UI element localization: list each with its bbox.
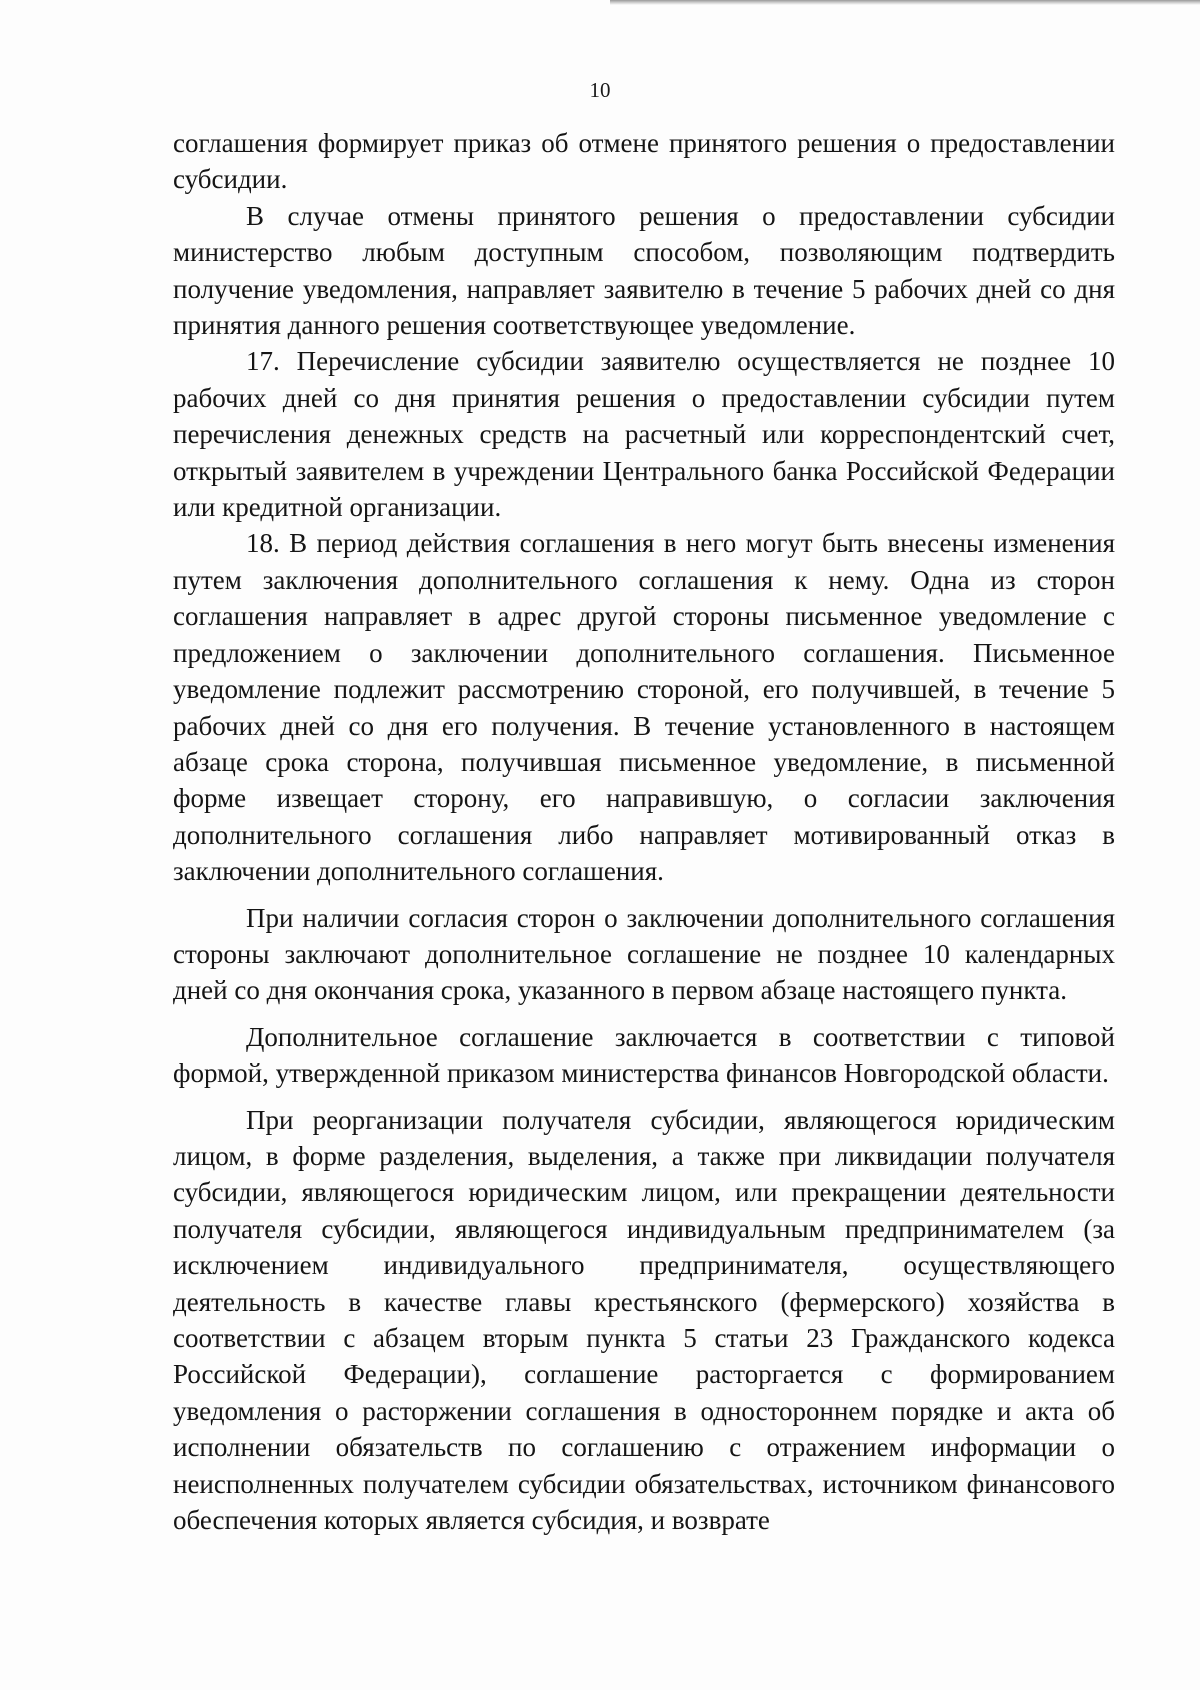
paragraph-clause-17: 17. Перечисление субсидии заявителю осуществляется не позднее 10 рабочих дней со дня принятия решения о предоставлении субсидии путем перечисления денежных средств на расчетный или корреспондентский счет, открытый заявителем в учреждении Центрального банка Российской Федерации или кредитной организации.: [173, 346, 1115, 523]
paragraph-clause-18: 18. В период действия соглашения в него могут быть внесены изменения путем заключения дополнительного соглашения к нему. Одна из сторон соглашения направляет в адрес другой стороны письменное уведомление с предложением о заключении дополнительного соглашения. Письменное уведомление подлежит рассмотрению стороной, его получившей, в течение 5 рабочих дней со дня его получения. В течение установленного в настоящем абзаце срока сторона, получившая письменное уведомление, в письменной форме извещает сторону, его направившую, о согласии заключения дополнительного соглашения либо направляет мотивированный отказ в заключении дополнительного соглашения.: [173, 528, 1115, 887]
document-body: [173, 125, 1115, 1538]
paragraph-cancellation-notice: В случае отмены принятого решения о предоставлении субсидии министерство любым доступным способом, позволяющим подтвердить получение уведомления, направляет заявителю в течение 5 рабочих дней со дня принятия данного решения соответствующее уведомление.: [173, 200, 1115, 341]
page-number: 10: [589, 78, 611, 102]
scan-edge: [610, 0, 1200, 5]
paragraph-standard-form: Дополнительное соглашение заключается в соответствии с типовой формой, утвержденной приказом министерства финансов Новгородской области.: [173, 1021, 1115, 1089]
paragraph-continuation: соглашения формирует приказ об отмене принятого решения о предоставлении субсидии.: [173, 128, 1115, 195]
paragraph-agreement-consent: При наличии согласия сторон о заключении дополнительного соглашения стороны заключают дополнительное соглашение не позднее 10 календарных дней со дня окончания срока, указанного в первом абзаце настоящего пункта.: [173, 902, 1115, 1006]
paragraph-reorganization: При реорганизации получателя субсидии, являющегося юридическим лицом, в форме разделения, выделения, а также при ликвидации получателя субсидии, являющегося юридическим лицом, или прекращении деятельности получателя субсидии, являющегося индивидуальным предпринимателем (за исключением индивидуального предпринимателя, осуществляющего деятельность в качестве главы крестьянского (фермерского) хозяйства в соответствии с абзацем вторым пункта 5 статьи 23 Гражданского кодекса Российской Федерации), соглашение расторгается с формированием уведомления о расторжении соглашения в одностороннем порядке и акта об исполнении обязательств по соглашению с отражением информации о неисполненных получателем субсидии обязательствах, источником финансового обеспечения которых является субсидия, и возврате: [173, 1104, 1115, 1536]
